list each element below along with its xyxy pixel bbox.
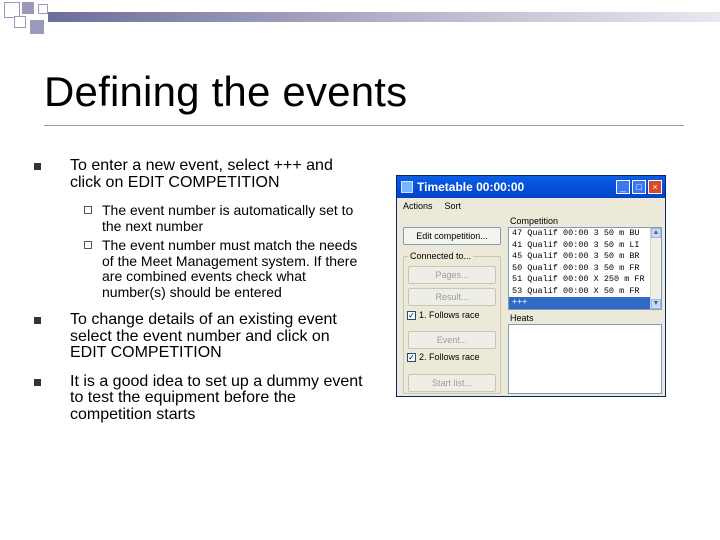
checkbox-icon: ✓: [408, 310, 415, 320]
heats-label: Heats: [510, 313, 534, 323]
app-icon: [401, 181, 413, 193]
list-item-selected[interactable]: +++: [509, 297, 661, 309]
bullet-text: To change details of an existing event select the event number and click on EDIT COMPETITION: [70, 311, 337, 361]
sub-bullet-text: The event number is automatically set to the next number: [102, 202, 354, 234]
menu-actions[interactable]: Actions: [403, 200, 433, 211]
sub-bullet-item: [34, 238, 364, 300]
sub-bullet-item: [34, 203, 364, 234]
slide-title: Defining the events: [44, 68, 408, 115]
timetable-window: [396, 175, 666, 397]
competition-label: Competition: [510, 216, 559, 226]
minimize-icon[interactable]: _: [616, 180, 630, 194]
bullet-text: To enter a new event, select +++ and click on EDIT COMPETITION: [70, 157, 333, 191]
corner-square-5: [38, 4, 48, 14]
window-titlebar[interactable]: [397, 176, 665, 198]
list-item[interactable]: 50 Qualif 00:00 3 50 m FR: [512, 262, 640, 273]
follows-race-checkbox-2[interactable]: [407, 352, 480, 362]
competition-list[interactable]: [508, 227, 662, 310]
close-icon[interactable]: ×: [648, 180, 662, 194]
connected-group-label: Connected to...: [410, 251, 472, 261]
list-item[interactable]: 47 Qualif 00:00 3 50 m BU: [512, 228, 640, 238]
bullet-item: [34, 312, 364, 362]
menu-bar: [397, 198, 665, 213]
result-button[interactable]: Result...: [408, 288, 496, 306]
bullet-text: It is a good idea to set up a dummy event to test the equipment before the competition starts: [70, 372, 363, 423]
scroll-down-icon[interactable]: ▼: [652, 300, 660, 307]
edit-competition-button[interactable]: Edit competition...: [403, 227, 501, 245]
hollow-square-bullet-icon: [84, 206, 92, 214]
scroll-up-icon[interactable]: ▲: [652, 229, 660, 236]
header-bar: [48, 12, 720, 22]
maximize-icon[interactable]: □: [632, 180, 646, 194]
pages-button[interactable]: Pages...: [408, 266, 496, 284]
checkbox-icon: ✓: [408, 352, 415, 362]
heats-area[interactable]: [508, 324, 662, 394]
event-button[interactable]: Event...: [408, 331, 496, 349]
bullet-item: [34, 158, 364, 191]
follows-race-label-1: 1. Follows race: [419, 310, 480, 320]
list-item[interactable]: 51 Qualif 00:00 X 250 m FR: [512, 274, 645, 284]
corner-square-3: [14, 16, 26, 28]
list-item[interactable]: 45 Qualif 00:00 3 50 m BR: [512, 251, 640, 261]
list-item[interactable]: 53 Qualif 00:00 X 50 m FR: [512, 285, 640, 296]
corner-square-4: [30, 20, 44, 34]
corner-square-2: [22, 2, 34, 14]
square-bullet-icon: [34, 163, 41, 170]
scrollbar[interactable]: [650, 228, 661, 309]
start-list-button[interactable]: Start list...: [408, 374, 496, 392]
menu-sort[interactable]: Sort: [444, 200, 462, 211]
hollow-square-bullet-icon: [84, 241, 92, 249]
follows-race-checkbox-1[interactable]: [407, 310, 480, 320]
bullet-item: [34, 374, 364, 424]
sub-bullet-text: The event number must match the needs of the Meet Management system. If there are combined events check what number(s) should be entered: [102, 237, 358, 300]
window-title: Timetable 00:00:00: [417, 180, 525, 194]
square-bullet-icon: [34, 379, 41, 386]
follows-race-label-2: 2. Follows race: [419, 352, 480, 362]
list-item[interactable]: 41 Qualif 00:00 3 50 m LI: [512, 239, 640, 250]
bullet-list: [34, 158, 364, 423]
title-divider: [44, 125, 684, 126]
square-bullet-icon: [34, 317, 41, 324]
